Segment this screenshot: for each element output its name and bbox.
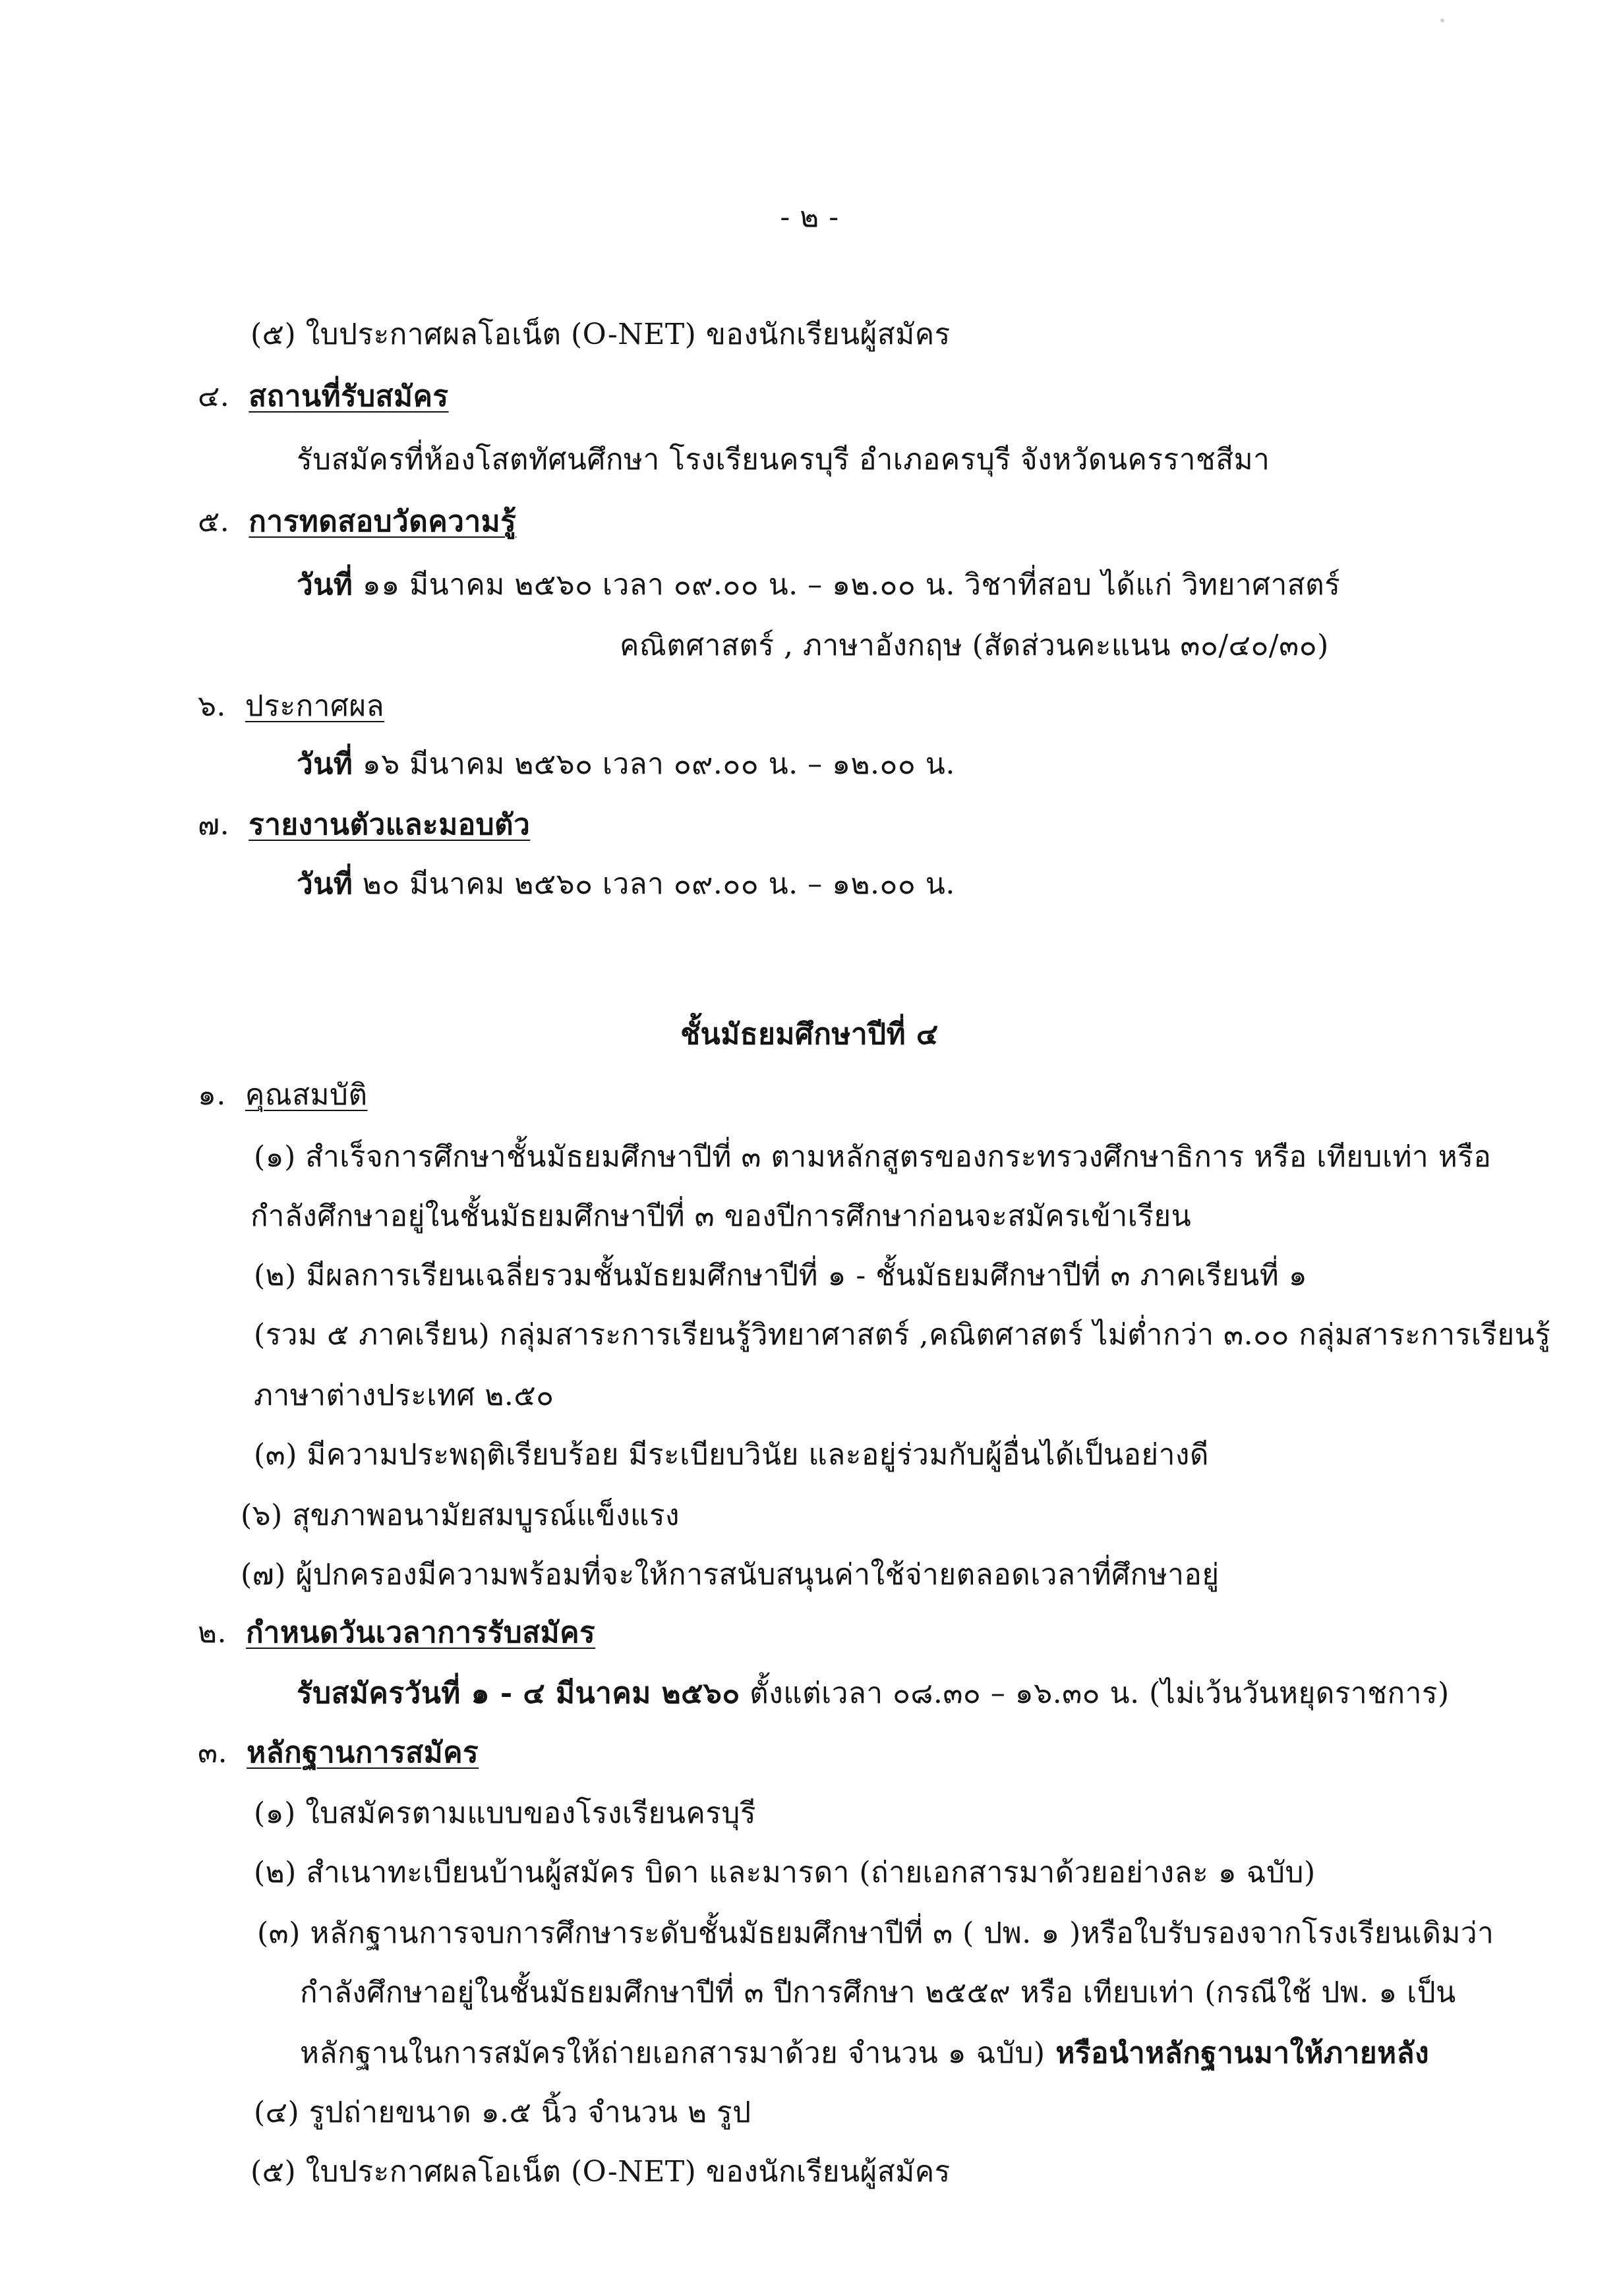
qualification-line: (๑) สำเร็จการศึกษาชั้นมัธยมศึกษาปีที่ ๓ ตามหลักสูตรของกระทรวงศึกษาธิการ หรือ เทียบเท่า หรือ <box>254 1140 1492 1174</box>
heading-text: คุณสมบัติ <box>245 1078 368 1112</box>
schedule-text <box>297 1674 1450 1713</box>
heading-text: รายงานตัวและมอบตัว <box>249 808 531 842</box>
date-text: ๑๖ มีนาคม ๒๕๖๐ เวลา ๐๙.๐๐ น. – ๑๒.๐๐ น. <box>353 747 955 781</box>
heading-text: ประกาศผล <box>245 689 385 723</box>
heading-number: ๔. <box>198 380 230 413</box>
qualification-line: (๓) มีความประพฤติเรียบร้อย มีระเบียบวินัย และอยู่ร่วมกับผู้อื่นได้เป็นอย่างดี <box>254 1438 1209 1472</box>
qualification-line: (๖) สุขภาพอนามัยสมบูรณ์แข็งแรง <box>241 1499 680 1532</box>
heading-text: สถานที่รับสมัคร <box>249 380 449 413</box>
document-item-text: หลักฐานในการสมัครให้ถ่ายเอกสารมาด้วย จำนวน ๑ ฉบับ) <box>300 2036 1045 2070</box>
scan-speck <box>1440 18 1444 22</box>
qualification-line: (๒) มีผลการเรียนเฉลี่ยรวมชั้นมัธยมศึกษาปีที่ ๑ - ชั้นมัธยมศึกษาปีที่ ๓ ภาคเรียนที่ ๑ <box>254 1259 1308 1292</box>
qualification-line: (๗) ผู้ปกครองมีความพร้อมที่จะให้การสนับสนุนค่าใช้จ่ายตลอดเวลาที่ศึกษาอยู่ <box>241 1558 1220 1592</box>
section-title: ชั้นมัธยมศึกษาปีที่ ๔ <box>680 1018 939 1051</box>
place-text: รับสมัครที่ห้องโสตทัศนศึกษา โรงเรียนครบุรี อำเภอครบุรี จังหวัดนครราชสีมา <box>297 443 1270 476</box>
heading-text: หลักฐานการสมัคร <box>247 1736 479 1769</box>
date-text: ๑๑ มีนาคม ๒๕๖๐ เวลา ๐๙.๐๐ น. – ๑๒.๐๐ น. วิชาที่สอบ ได้แก่ วิทยาศาสตร์ <box>353 568 1341 602</box>
date-label: วันที่ <box>297 867 353 901</box>
page-number: - ๒ - <box>780 200 839 234</box>
document-item: (๔) รูปถ่ายขนาด ๑.๕ นิ้ว จำนวน ๒ รูป <box>254 2096 751 2129</box>
heading-qualifications <box>198 1076 368 1115</box>
qualification-line: (รวม ๕ ภาคเรียน) กลุ่มสาระการเรียนรู้วิทยาศาสตร์ ,คณิตศาสตร์ ไม่ต่ำกว่า ๓.๐๐ กลุ่มสาระการเรียนรู้ <box>254 1318 1551 1352</box>
document-item-bold: หรือนำหลักฐานมาให้ภายหลัง <box>1045 2036 1430 2070</box>
heading-text: การทดสอบวัดความรู้ <box>249 505 517 538</box>
date-label: วันที่ <box>297 747 353 781</box>
document-item: กำลังศึกษาอยู่ในชั้นมัธยมศึกษาปีที่ ๓ ปีการศึกษา ๒๕๕๙ หรือ เทียบเท่า (กรณีใช้ ปพ. ๑ เป็น <box>300 1976 1456 2009</box>
heading-number: ๒. <box>198 1616 227 1650</box>
schedule-dates: รับสมัครวันที่ ๑ - ๔ มีนาคม ๒๕๖๐ <box>297 1677 740 1710</box>
schedule-hours: ตั้งแต่เวลา ๐๘.๓๐ – ๑๖.๓๐ น. (ไม่เว้นวันหยุดราชการ) <box>740 1677 1450 1710</box>
date-text: ๒๐ มีนาคม ๒๕๖๐ เวลา ๐๙.๐๐ น. – ๑๒.๐๐ น. <box>353 867 955 901</box>
heading-schedule <box>198 1613 595 1653</box>
heading-number: ๖. <box>198 689 226 723</box>
qualification-line: ภาษาต่างประเทศ ๒.๕๐ <box>254 1379 554 1412</box>
document-item <box>300 2034 1429 2073</box>
heading-number: ๕. <box>198 505 230 538</box>
heading-exam <box>198 502 516 542</box>
document-item-onet: (๕) ใบประกาศผลโอเน็ต (O-NET) ของนักเรียนผู้สมัคร <box>250 318 951 351</box>
date-label: วันที่ <box>297 568 353 602</box>
exam-date <box>297 565 1340 605</box>
heading-number: ๑. <box>198 1078 226 1112</box>
heading-number: ๗. <box>198 808 230 842</box>
qualification-line: กำลังศึกษาอยู่ในชั้นมัธยมศึกษาปีที่ ๓ ของปีการศึกษาก่อนจะสมัครเข้าเรียน <box>250 1199 1192 1233</box>
heading-result <box>198 687 384 726</box>
report-date <box>297 865 955 904</box>
document-item: (๕) ใบประกาศผลโอเน็ต (O-NET) ของนักเรียนผู้สมัคร <box>250 2155 951 2189</box>
heading-report <box>198 805 530 845</box>
document-item: (๑) ใบสมัครตามแบบของโรงเรียนครบุรี <box>254 1796 756 1830</box>
exam-subjects: คณิตศาสตร์ , ภาษาอังกฤษ (สัดส่วนคะแนน ๓๐/๔๐/๓๐) <box>620 629 1329 662</box>
heading-number: ๓. <box>198 1736 228 1769</box>
heading-documents <box>198 1733 479 1773</box>
document-item: (๓) หลักฐานการจบการศึกษาระดับชั้นมัธยมศึกษาปีที่ ๓ ( ปพ. ๑ )หรือใบรับรองจากโรงเรียนเดิมว่า <box>257 1916 1494 1950</box>
heading-text: กำหนดวันเวลาการรับสมัคร <box>245 1616 596 1650</box>
heading-place <box>198 377 449 416</box>
document-item: (๒) สำเนาทะเบียนบ้านผู้สมัคร บิดา และมารดา (ถ่ายเอกสารมาด้วยอย่างละ ๑ ฉบับ) <box>254 1856 1316 1889</box>
result-date <box>297 745 955 784</box>
